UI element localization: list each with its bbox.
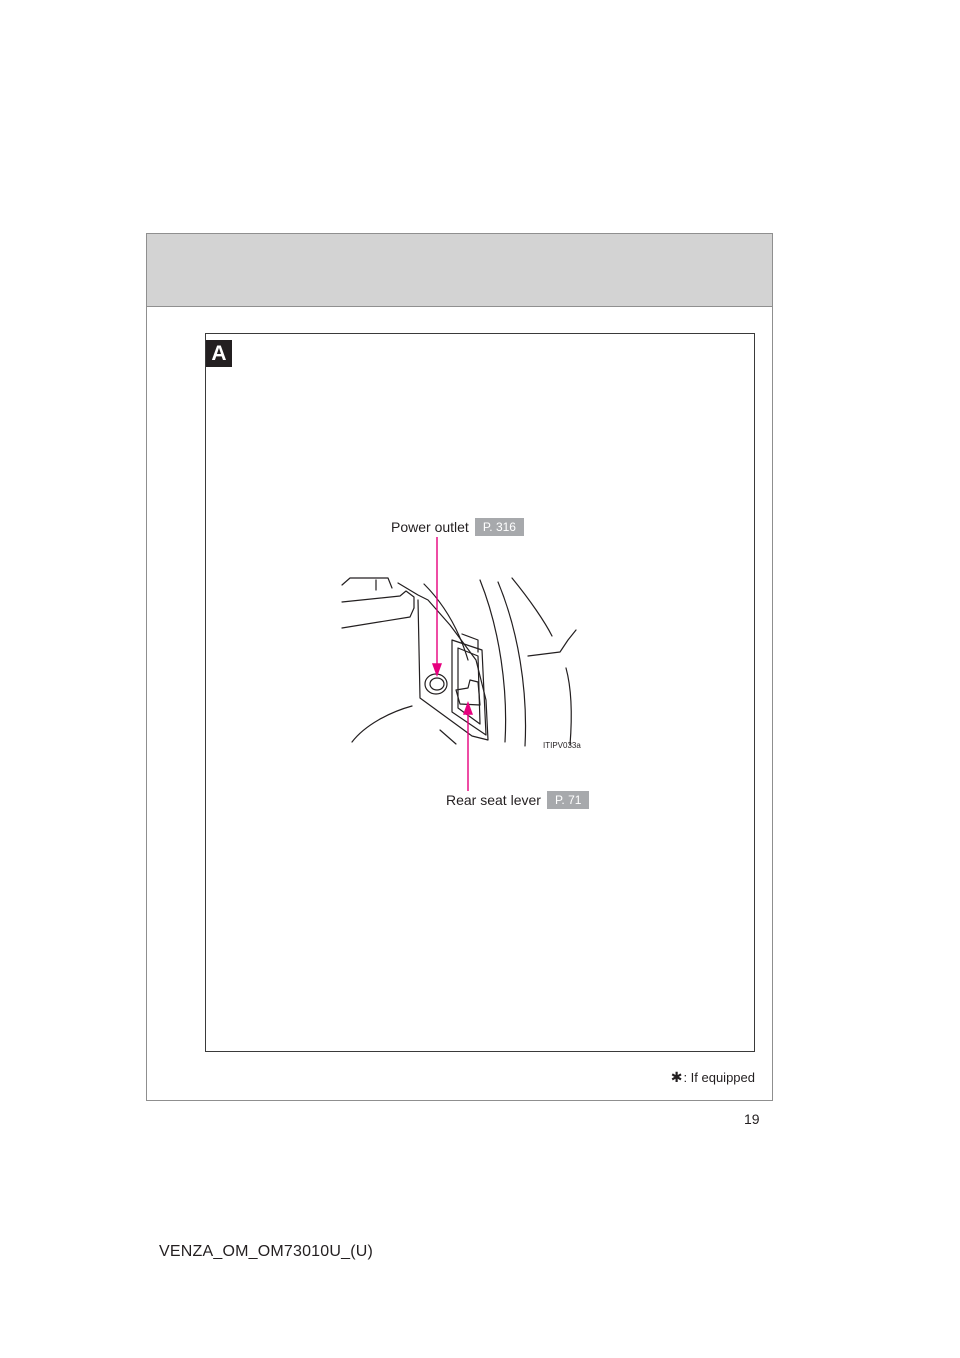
footnote-text: : If equipped — [683, 1070, 755, 1085]
power-outlet-page-ref[interactable]: P. 316 — [475, 518, 524, 536]
rear-seat-lever-label: Rear seat lever — [446, 792, 541, 808]
asterisk-icon: ✱ — [670, 1069, 683, 1085]
power-outlet-label: Power outlet — [391, 519, 469, 535]
floor-curve-left — [352, 706, 412, 742]
rear-seat-lever-page-ref[interactable]: P. 71 — [547, 791, 589, 809]
lever-housing-outer — [452, 640, 486, 735]
power-outlet-leader-arrow — [433, 664, 441, 675]
panel-tag: A — [206, 340, 232, 367]
trim-lower-edge — [342, 608, 414, 628]
trim-top-line — [342, 578, 392, 588]
seatback-top — [528, 630, 576, 656]
rear-seat-lever-callout — [446, 791, 589, 809]
pillar-curve-1 — [424, 584, 468, 660]
pillar-curve-4 — [512, 578, 552, 636]
page-number: 19 — [744, 1111, 760, 1127]
illustration-code: ITIPV033a — [543, 741, 581, 750]
power-outlet-cap-inner — [430, 678, 444, 690]
document-id: VENZA_OM_OM73010U_(U) — [159, 1243, 374, 1260]
floor-edge — [440, 730, 456, 744]
pillar-curve-2 — [480, 580, 506, 742]
seatback-side — [566, 668, 571, 745]
power-outlet-callout — [391, 518, 524, 536]
footnote — [671, 1069, 755, 1086]
trim-upper-edge — [342, 591, 414, 608]
